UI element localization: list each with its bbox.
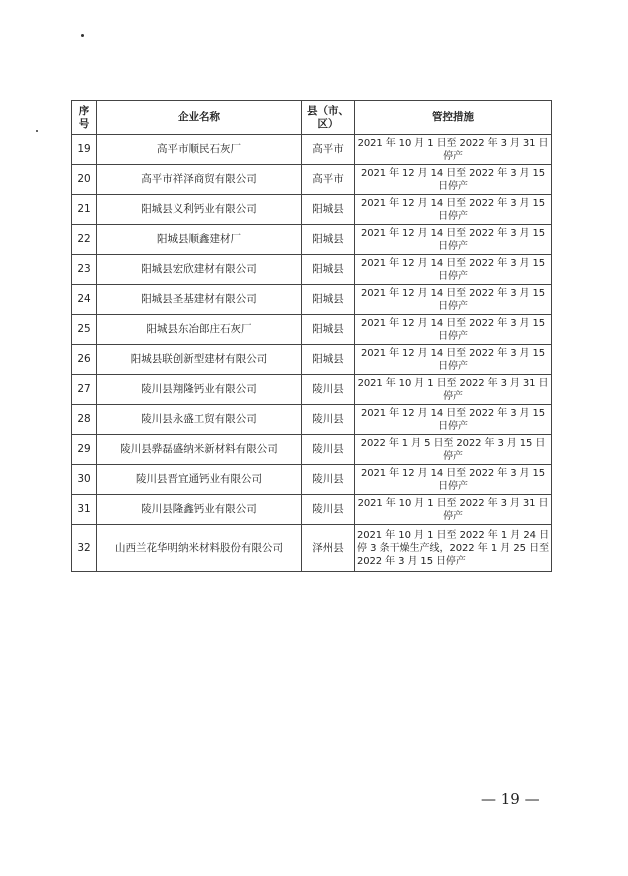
table-row [72, 345, 552, 375]
cell-company: 山西兰花华明纳米材料股份有限公司 [97, 525, 302, 572]
cell-county: 阳城县 [302, 345, 355, 375]
cell-county: 陵川县 [302, 405, 355, 435]
cell-index: 30 [72, 465, 97, 495]
cell-county: 高平市 [302, 135, 355, 165]
cell-measure: 2021 年 12 月 14 日至 2022 年 3 月 15 日停产 [355, 345, 552, 375]
cell-county: 阳城县 [302, 315, 355, 345]
scan-speck [81, 34, 84, 37]
table-row [72, 285, 552, 315]
cell-measure: 2021 年 10 月 1 日至 2022 年 1 月 24 日停 3 条干燥生产线，2022 年 1 月 25 日至 2022 年 3 月 15 日停产 [355, 525, 552, 572]
cell-company: 陵川县晋宜通钙业有限公司 [97, 465, 302, 495]
cell-company: 阳城县宏欣建材有限公司 [97, 255, 302, 285]
cell-index: 26 [72, 345, 97, 375]
cell-index: 29 [72, 435, 97, 465]
cell-county: 陵川县 [302, 435, 355, 465]
table-row [72, 225, 552, 255]
cell-index: 23 [72, 255, 97, 285]
cell-index: 20 [72, 165, 97, 195]
cell-measure: 2021 年 12 月 14 日至 2022 年 3 月 15 日停产 [355, 255, 552, 285]
page-number: — 19 — [481, 790, 540, 808]
cell-measure: 2021 年 10 月 1 日至 2022 年 3 月 31 日停产 [355, 375, 552, 405]
cell-measure: 2021 年 10 月 1 日至 2022 年 3 月 31 日停产 [355, 495, 552, 525]
cell-county: 高平市 [302, 165, 355, 195]
cell-county: 阳城县 [302, 285, 355, 315]
table-row [72, 405, 552, 435]
cell-index: 27 [72, 375, 97, 405]
cell-index: 32 [72, 525, 97, 572]
table-row [72, 525, 552, 572]
cell-company: 阳城县东冶郎庄石灰厂 [97, 315, 302, 345]
cell-county: 陵川县 [302, 375, 355, 405]
cell-index: 31 [72, 495, 97, 525]
header-company: 企业名称 [97, 101, 302, 135]
cell-index: 22 [72, 225, 97, 255]
cell-company: 高平市祥泽商贸有限公司 [97, 165, 302, 195]
header-index: 序号 [72, 101, 97, 135]
cell-county: 陵川县 [302, 495, 355, 525]
table-row [72, 495, 552, 525]
table-row [72, 375, 552, 405]
cell-index: 19 [72, 135, 97, 165]
cell-index: 25 [72, 315, 97, 345]
table-row [72, 165, 552, 195]
cell-index: 21 [72, 195, 97, 225]
cell-company: 陵川县隆鑫钙业有限公司 [97, 495, 302, 525]
cell-measure: 2021 年 12 月 14 日至 2022 年 3 月 15 日停产 [355, 225, 552, 255]
cell-measure: 2021 年 10 月 1 日至 2022 年 3 月 31 日停产 [355, 135, 552, 165]
cell-company: 陵川县永盛工贸有限公司 [97, 405, 302, 435]
header-measure: 管控措施 [355, 101, 552, 135]
cell-county: 泽州县 [302, 525, 355, 572]
cell-company: 阳城县义利钙业有限公司 [97, 195, 302, 225]
scan-speck [36, 130, 38, 132]
cell-index: 28 [72, 405, 97, 435]
cell-county: 阳城县 [302, 255, 355, 285]
header-county: 县（市、区） [302, 101, 355, 135]
cell-measure: 2022 年 1 月 5 日至 2022 年 3 月 15 日停产 [355, 435, 552, 465]
cell-index: 24 [72, 285, 97, 315]
table-row [72, 135, 552, 165]
cell-company: 阳城县顺鑫建材厂 [97, 225, 302, 255]
enterprise-control-table [71, 100, 552, 572]
table-header-row [72, 101, 552, 135]
table-row [72, 315, 552, 345]
cell-company: 高平市顺民石灰厂 [97, 135, 302, 165]
cell-company: 陵川县骅磊盛纳米新材料有限公司 [97, 435, 302, 465]
cell-measure: 2021 年 12 月 14 日至 2022 年 3 月 15 日停产 [355, 465, 552, 495]
cell-measure: 2021 年 12 月 14 日至 2022 年 3 月 15 日停产 [355, 285, 552, 315]
table-row [72, 465, 552, 495]
cell-county: 阳城县 [302, 225, 355, 255]
cell-measure: 2021 年 12 月 14 日至 2022 年 3 月 15 日停产 [355, 165, 552, 195]
cell-measure: 2021 年 12 月 14 日至 2022 年 3 月 15 日停产 [355, 195, 552, 225]
cell-company: 阳城县联创新型建材有限公司 [97, 345, 302, 375]
cell-measure: 2021 年 12 月 14 日至 2022 年 3 月 15 日停产 [355, 315, 552, 345]
cell-county: 陵川县 [302, 465, 355, 495]
table-row [72, 255, 552, 285]
table-row [72, 435, 552, 465]
cell-measure: 2021 年 12 月 14 日至 2022 年 3 月 15 日停产 [355, 405, 552, 435]
cell-company: 阳城县圣基建材有限公司 [97, 285, 302, 315]
cell-county: 阳城县 [302, 195, 355, 225]
table-row [72, 195, 552, 225]
cell-company: 陵川县翔隆钙业有限公司 [97, 375, 302, 405]
